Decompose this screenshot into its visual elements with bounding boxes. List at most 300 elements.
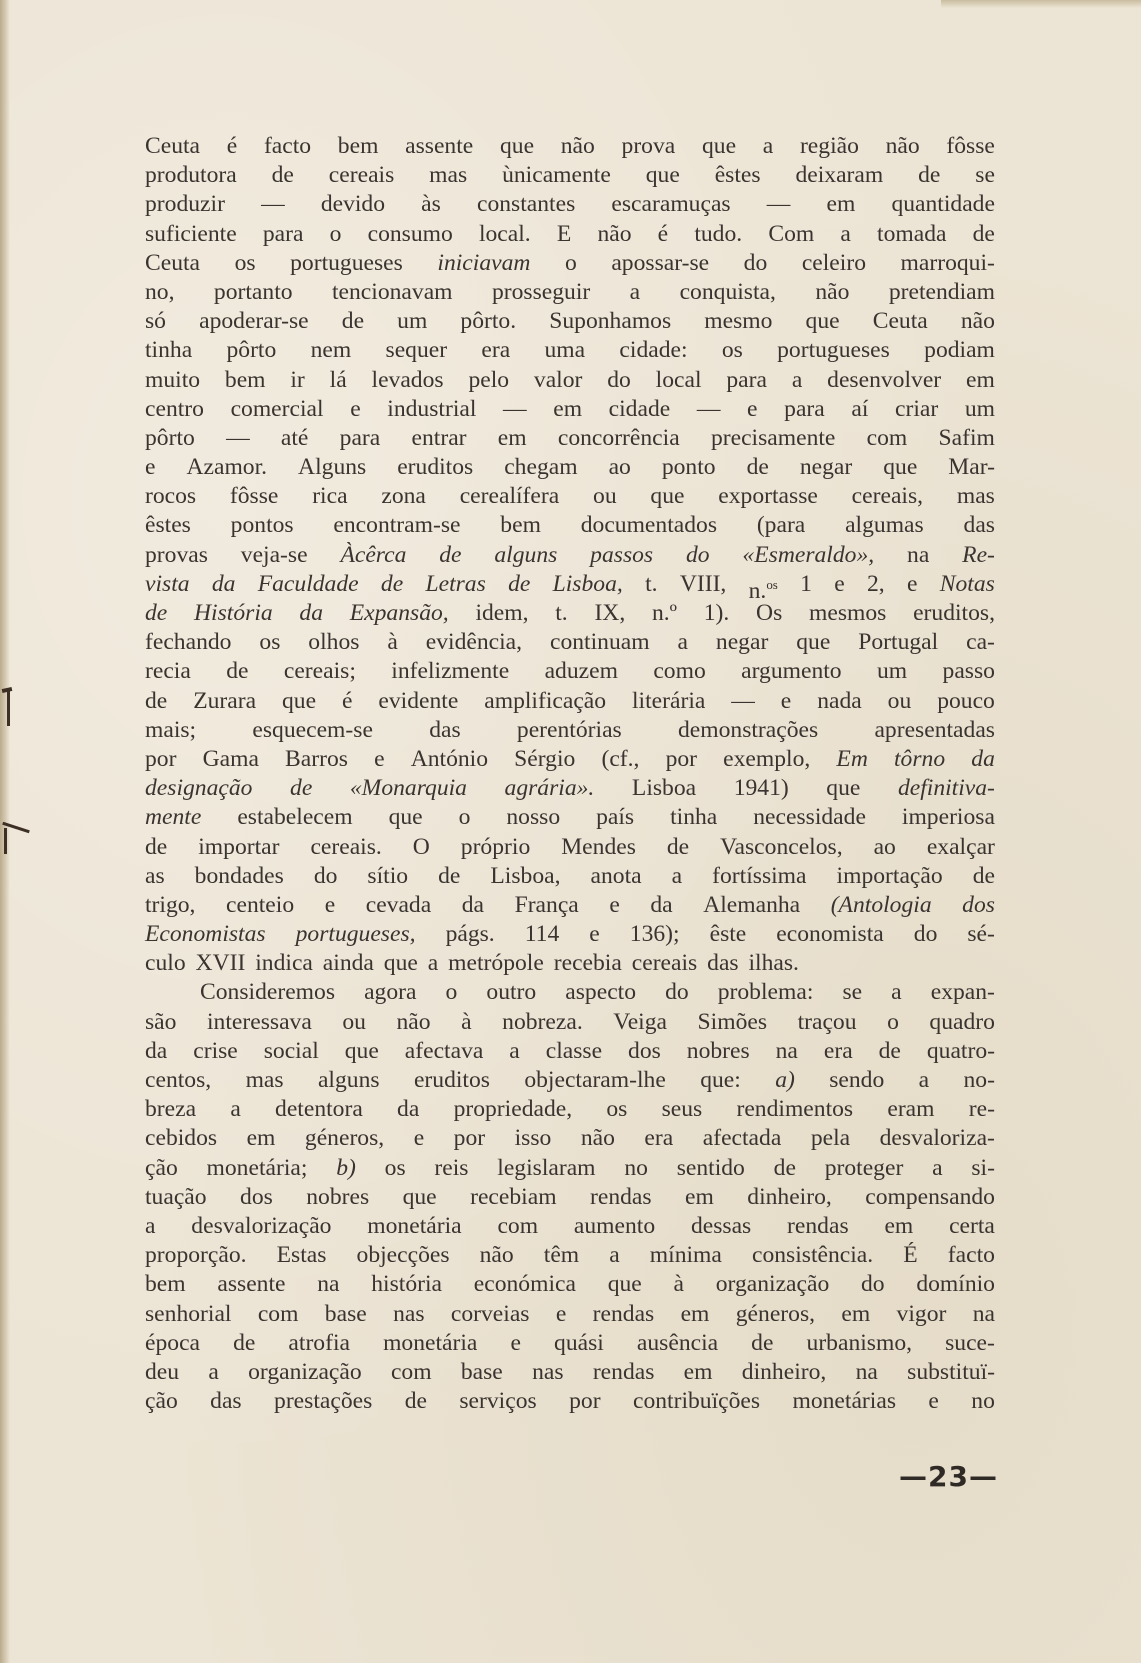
- body-text: [145, 132, 995, 1416]
- word: Faculdade: [257, 570, 359, 597]
- word: conquista,: [679, 278, 776, 305]
- word: nas: [532, 1358, 564, 1385]
- word: social: [263, 1037, 319, 1064]
- text-line: [145, 453, 995, 482]
- word: que: [701, 133, 737, 159]
- word: seus: [661, 1096, 703, 1123]
- word: portugueses: [777, 337, 890, 364]
- word: não: [815, 278, 850, 305]
- word: indica: [255, 950, 313, 977]
- word: quantidade: [891, 191, 995, 218]
- word: não: [580, 1125, 615, 1152]
- word: quadro: [929, 1008, 995, 1035]
- word: a): [775, 1067, 795, 1093]
- word: como: [653, 658, 706, 685]
- word: proporção.: [145, 1242, 247, 1269]
- word: ao: [873, 833, 896, 860]
- word: dinheiro,: [747, 1183, 832, 1210]
- word: a: [891, 979, 902, 1006]
- word: de: [972, 220, 995, 247]
- word: no: [624, 1154, 648, 1181]
- word: urbanismo,: [806, 1329, 913, 1356]
- word: n.$^{os}$: [748, 576, 778, 604]
- text-line: [145, 920, 995, 949]
- text-line: [145, 599, 995, 628]
- word: local: [655, 366, 702, 393]
- word: literária: [632, 687, 706, 714]
- word: industrial: [387, 395, 477, 422]
- word: que: [826, 775, 861, 802]
- word: perentórias: [516, 716, 622, 743]
- text-line: [145, 220, 995, 249]
- word: cidade: [608, 395, 671, 422]
- word: objecções: [356, 1242, 450, 1269]
- word: olhos: [308, 629, 360, 656]
- word: à: [387, 629, 398, 656]
- word: fortíssima: [712, 862, 807, 889]
- word: negar: [715, 629, 769, 656]
- word: base: [324, 1300, 367, 1327]
- word: tinha: [670, 804, 718, 831]
- word: de: [380, 570, 404, 597]
- word: na: [855, 1358, 878, 1385]
- word: constantes: [476, 191, 576, 218]
- word: recia: [145, 658, 191, 685]
- word: rocos: [145, 483, 197, 510]
- word: evidência,: [425, 629, 523, 656]
- word: facto: [263, 133, 312, 159]
- word: pôrto.: [460, 308, 517, 335]
- word: um: [876, 658, 908, 685]
- word: e: [555, 1300, 567, 1327]
- word: Zurara: [193, 687, 257, 714]
- word: anota: [590, 862, 642, 889]
- word: se: [842, 979, 863, 1006]
- word: economista: [776, 921, 884, 948]
- text-line: [145, 132, 995, 161]
- word: Lisboa,: [552, 570, 623, 597]
- word: sendo: [829, 1067, 885, 1093]
- word: Estas: [276, 1242, 327, 1269]
- word: necessidade: [753, 804, 866, 831]
- word: documentados: [580, 512, 718, 539]
- word: centeio: [226, 891, 295, 918]
- word: da: [650, 891, 673, 918]
- word: O: [412, 833, 430, 860]
- word: problema:: [717, 979, 814, 1006]
- word: idem,: [475, 600, 529, 626]
- word: bem: [337, 133, 379, 159]
- word: t.: [645, 570, 658, 597]
- word: escaramuças: [611, 191, 731, 218]
- word: o: [445, 979, 458, 1006]
- word: produzir: [145, 191, 225, 218]
- text-line: [145, 1300, 995, 1329]
- word: vista: [145, 570, 190, 597]
- word: por: [453, 1125, 486, 1152]
- word: de: [145, 600, 168, 626]
- word: rendas: [787, 1212, 849, 1239]
- word: que: [344, 1037, 379, 1064]
- word: recebiam: [470, 1183, 557, 1210]
- word: história: [371, 1271, 443, 1298]
- word: bondades: [194, 862, 284, 889]
- word: aduzem: [544, 658, 618, 685]
- word: domínio: [916, 1271, 995, 1298]
- word: que: [499, 133, 535, 159]
- word: e: [145, 454, 156, 481]
- word: consistência.: [751, 1242, 874, 1269]
- word: em: [497, 424, 527, 451]
- word: nobres: [686, 1037, 750, 1064]
- text-line: [145, 1270, 995, 1299]
- word: organização: [248, 1358, 362, 1385]
- word: bem: [145, 1271, 186, 1298]
- word: a: [677, 629, 688, 656]
- word: mas: [956, 483, 995, 510]
- word: região: [799, 133, 859, 159]
- word: eruditos: [413, 1067, 490, 1093]
- word: recebia: [553, 950, 622, 977]
- word: comercial: [230, 395, 324, 422]
- word: demonstrações: [677, 716, 819, 743]
- word: os: [234, 249, 256, 276]
- word: metrópole: [448, 950, 544, 977]
- word: negar: [799, 454, 853, 481]
- word: desvaloriza-: [879, 1125, 995, 1152]
- word: devido: [320, 191, 386, 218]
- word: eruditos,: [913, 600, 995, 626]
- text-line: [145, 1154, 995, 1183]
- word: suce-: [945, 1329, 995, 1356]
- word: se: [975, 162, 995, 189]
- word: a: [629, 278, 641, 305]
- word: 2,: [866, 570, 885, 597]
- word: argumento: [741, 658, 842, 685]
- word: reis: [434, 1154, 469, 1181]
- word: infelizmente: [391, 658, 510, 685]
- word: fechando: [145, 629, 232, 656]
- text-line: [145, 307, 995, 336]
- word: aí: [851, 395, 869, 422]
- page-number: —23—: [899, 1460, 998, 1493]
- text-line: [145, 570, 995, 604]
- word: certa: [949, 1212, 995, 1239]
- word: do: [861, 1271, 885, 1298]
- word: Àcêrca: [340, 541, 407, 568]
- word: História: [194, 600, 273, 626]
- word: ao: [608, 454, 631, 481]
- word: culo: [145, 950, 186, 977]
- word: chegam: [504, 454, 578, 481]
- word: Gama: [202, 745, 259, 772]
- word: dessas: [690, 1212, 752, 1239]
- word: outro: [486, 979, 537, 1006]
- margin-mark-top-stem: [7, 690, 10, 726]
- word: êstes: [145, 512, 191, 539]
- text-line: [145, 657, 995, 686]
- word: centos,: [145, 1067, 212, 1093]
- word: para: [262, 220, 304, 247]
- word: nem: [310, 337, 352, 364]
- word: trigo,: [145, 891, 196, 918]
- word: 136);: [629, 921, 680, 948]
- word: para: [726, 366, 767, 393]
- word: atrofia: [288, 1329, 350, 1356]
- text-line: [145, 687, 995, 716]
- word: breza: [145, 1096, 197, 1123]
- word: da: [299, 600, 324, 626]
- word: corveias: [450, 1300, 530, 1327]
- word: na: [907, 541, 930, 568]
- word: definitiva-: [897, 775, 995, 802]
- word: do: [913, 921, 938, 948]
- word: rendas: [589, 1183, 652, 1210]
- word: dinheiro,: [741, 1358, 827, 1385]
- word: Azamor.: [186, 454, 268, 481]
- word: apresentadas: [874, 716, 995, 743]
- word: cereais;: [283, 658, 356, 685]
- word: de: [508, 570, 531, 597]
- word: aumento: [573, 1212, 656, 1239]
- word: Ceuta: [145, 249, 201, 276]
- word: da: [971, 745, 995, 772]
- word: que: [883, 454, 918, 481]
- word: amplificação: [484, 687, 607, 714]
- word: afectava: [404, 1037, 484, 1064]
- word: Os: [756, 600, 783, 626]
- word: mais;: [145, 716, 197, 743]
- word: marroqui-: [900, 249, 995, 276]
- word: não: [597, 220, 632, 247]
- word: no: [971, 1388, 995, 1415]
- word: Re-: [962, 541, 995, 568]
- text-line: [145, 511, 995, 540]
- word: em: [966, 366, 995, 393]
- word: fôsse: [946, 133, 995, 159]
- word: IX,: [594, 600, 626, 626]
- text-line: [145, 949, 995, 978]
- word: págs.: [445, 921, 495, 948]
- word: Mar-: [948, 454, 995, 481]
- word: prestações: [274, 1388, 373, 1415]
- word: Notas: [939, 570, 995, 597]
- word: sentido: [676, 1154, 745, 1181]
- word: desvalorização: [191, 1212, 332, 1239]
- text-line: [145, 482, 995, 511]
- word: Ceuta: [872, 308, 928, 335]
- text-line: [145, 336, 995, 365]
- word: por: [569, 1388, 601, 1415]
- text-line: [145, 1183, 995, 1212]
- text-line: [145, 1241, 995, 1270]
- word: (para: [756, 512, 806, 539]
- word: de: [145, 687, 168, 714]
- word: pontos: [230, 512, 294, 539]
- word: cebidos: [145, 1125, 218, 1152]
- word: portanto: [213, 278, 293, 305]
- word: quatro-: [926, 1037, 995, 1064]
- text-line: [145, 1095, 995, 1124]
- word: assente: [217, 1271, 286, 1298]
- word: portugueses,: [295, 921, 416, 948]
- word: de: [773, 1154, 796, 1181]
- word: passo: [942, 658, 995, 685]
- word: a: [918, 1067, 930, 1093]
- word: António: [410, 745, 489, 772]
- word: classe: [545, 1037, 603, 1064]
- word: provas: [145, 541, 208, 568]
- word: ir: [290, 366, 305, 393]
- word: monetárias: [792, 1388, 896, 1415]
- word: compensando: [865, 1183, 995, 1210]
- word: não: [960, 308, 995, 335]
- word: criar: [895, 395, 939, 422]
- word: fôsse: [229, 483, 279, 510]
- word: de: [439, 541, 462, 568]
- word: ou: [593, 483, 617, 510]
- word: da: [145, 1037, 168, 1064]
- word: deixaram: [795, 162, 884, 189]
- word: dos: [962, 891, 995, 918]
- word: afectada: [702, 1125, 782, 1152]
- word: era: [481, 337, 511, 364]
- word: a: [671, 862, 683, 889]
- word: evidente: [378, 687, 459, 714]
- word: e: [780, 687, 792, 714]
- word: de: [271, 162, 294, 189]
- word: época: [145, 1329, 201, 1356]
- word: ponto: [661, 454, 716, 481]
- word: cevada: [365, 891, 432, 918]
- word: deu: [145, 1358, 180, 1385]
- word: cereais,: [851, 483, 924, 510]
- word: —: [696, 395, 721, 422]
- word: aspecto: [565, 979, 637, 1006]
- word: à: [673, 1271, 684, 1298]
- word: encontram-se: [333, 512, 461, 539]
- word: re-: [968, 1096, 995, 1123]
- word: —: [226, 424, 250, 451]
- word: Ceuta: [145, 133, 201, 159]
- word: centro: [145, 395, 204, 422]
- word: facto: [947, 1242, 995, 1269]
- page-top-edge: [941, 0, 1141, 8]
- word: legislaram: [497, 1154, 596, 1181]
- word: mente: [145, 804, 202, 831]
- word: que: [402, 1183, 437, 1210]
- word: organização: [715, 1271, 830, 1298]
- word: os: [606, 1096, 628, 1123]
- word: zona: [381, 483, 426, 510]
- word: É: [903, 1242, 918, 1269]
- word: importar: [198, 833, 280, 860]
- word: imperiosa: [901, 804, 995, 831]
- text-line: [145, 774, 995, 803]
- word: Sérgio: [514, 745, 576, 772]
- word: isso: [514, 1125, 552, 1152]
- text-line: [145, 891, 995, 920]
- word: às: [421, 191, 441, 218]
- word: géneros,: [735, 1300, 816, 1327]
- word: no,: [145, 278, 175, 305]
- word: Lisboa,: [490, 862, 561, 889]
- word: iniciavam: [437, 249, 531, 276]
- word: não: [885, 133, 920, 159]
- word: em: [826, 191, 856, 218]
- word: Em: [836, 745, 868, 772]
- text-line: [145, 833, 995, 862]
- word: cereais: [631, 950, 698, 977]
- word: o: [458, 804, 471, 831]
- word: os: [721, 337, 743, 364]
- word: 114: [524, 921, 560, 948]
- word: concorrência: [557, 424, 680, 451]
- word: um: [397, 308, 428, 335]
- word: monetária: [367, 1212, 462, 1239]
- word: do: [685, 541, 710, 568]
- word: não: [479, 1242, 514, 1269]
- word: interessava: [207, 1008, 312, 1035]
- word: a: [791, 366, 803, 393]
- word: por: [665, 745, 698, 772]
- word: consumo: [367, 220, 453, 247]
- word: Expansão,: [349, 600, 449, 626]
- word: veja-se: [240, 541, 308, 568]
- word: a: [427, 950, 439, 977]
- word: que: [282, 687, 317, 714]
- word: mesmos: [809, 600, 887, 626]
- word: vigor: [896, 1300, 947, 1327]
- word: assente: [405, 133, 474, 159]
- word: êste: [709, 921, 747, 948]
- word: Lisboa: [631, 775, 697, 802]
- word: é: [342, 687, 353, 714]
- word: e: [589, 921, 600, 948]
- word: eram: [887, 1096, 935, 1123]
- word: traçou: [797, 1008, 857, 1035]
- word: a: [230, 1096, 241, 1123]
- word: serviços: [459, 1388, 537, 1415]
- word: em: [680, 1300, 710, 1327]
- word: bem: [500, 512, 541, 539]
- word: crise: [193, 1037, 238, 1064]
- word: da: [461, 891, 485, 918]
- word: e: [350, 395, 361, 422]
- word: para: [784, 395, 825, 422]
- word: a: [609, 1242, 620, 1269]
- word: —: [503, 395, 527, 422]
- word: algumas: [845, 512, 924, 539]
- text-line: [145, 1124, 995, 1153]
- word: Alemanha: [703, 891, 801, 918]
- word: mas: [245, 1067, 284, 1093]
- word: pôrto: [145, 424, 195, 451]
- word: (Antologia: [830, 891, 932, 918]
- word: e: [324, 891, 336, 918]
- word: VIII,: [679, 570, 727, 597]
- word: n.º: [651, 600, 677, 626]
- word: propriedade,: [453, 1096, 573, 1123]
- word: e: [834, 570, 845, 597]
- word: é: [226, 133, 238, 159]
- word: monetária;: [206, 1154, 308, 1181]
- word: agora: [364, 979, 417, 1006]
- word: a: [840, 220, 851, 247]
- word: que: [650, 483, 685, 510]
- word: em: [841, 1300, 871, 1327]
- word: sequer: [385, 337, 448, 364]
